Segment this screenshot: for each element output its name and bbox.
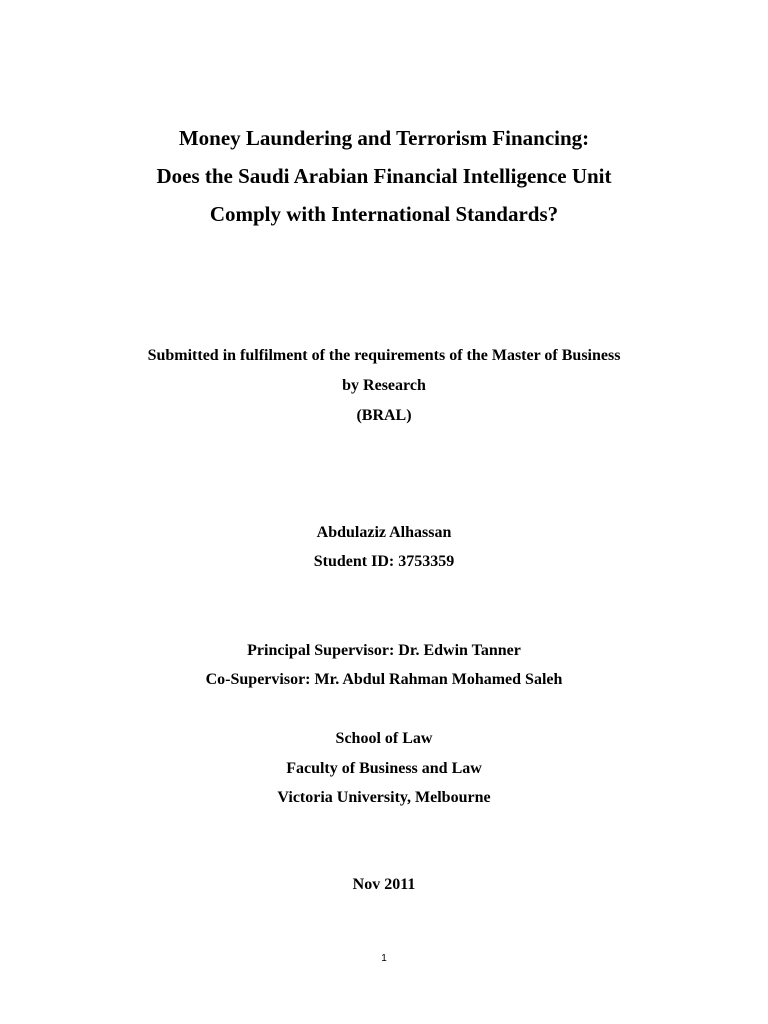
title-line-2: Does the Saudi Arabian Financial Intelligence Unit bbox=[156, 164, 612, 188]
submission-line-2: by Research bbox=[342, 377, 426, 394]
university-name: Victoria University, Melbourne bbox=[277, 789, 491, 806]
faculty-name: Faculty of Business and Law bbox=[286, 760, 482, 777]
principal-supervisor: Principal Supervisor: Dr. Edwin Tanner bbox=[247, 642, 521, 659]
co-supervisor: Co-Supervisor: Mr. Abdul Rahman Mohamed Saleh bbox=[205, 671, 563, 688]
submission-line-3: (BRAL) bbox=[356, 407, 412, 424]
submission-date: Nov 2011 bbox=[352, 876, 416, 893]
title-line-3: Comply with International Standards? bbox=[209, 202, 559, 226]
school-name: School of Law bbox=[335, 730, 433, 747]
submission-line-1: Submitted in fulfilment of the requirements of the Master of Business bbox=[147, 347, 621, 364]
page-number: 1 bbox=[381, 953, 387, 964]
student-id: Student ID: 3753359 bbox=[313, 553, 455, 570]
author-name: Abdulaziz Alhassan bbox=[316, 524, 452, 541]
title-line-1: Money Laundering and Terrorism Financing: bbox=[178, 126, 590, 150]
